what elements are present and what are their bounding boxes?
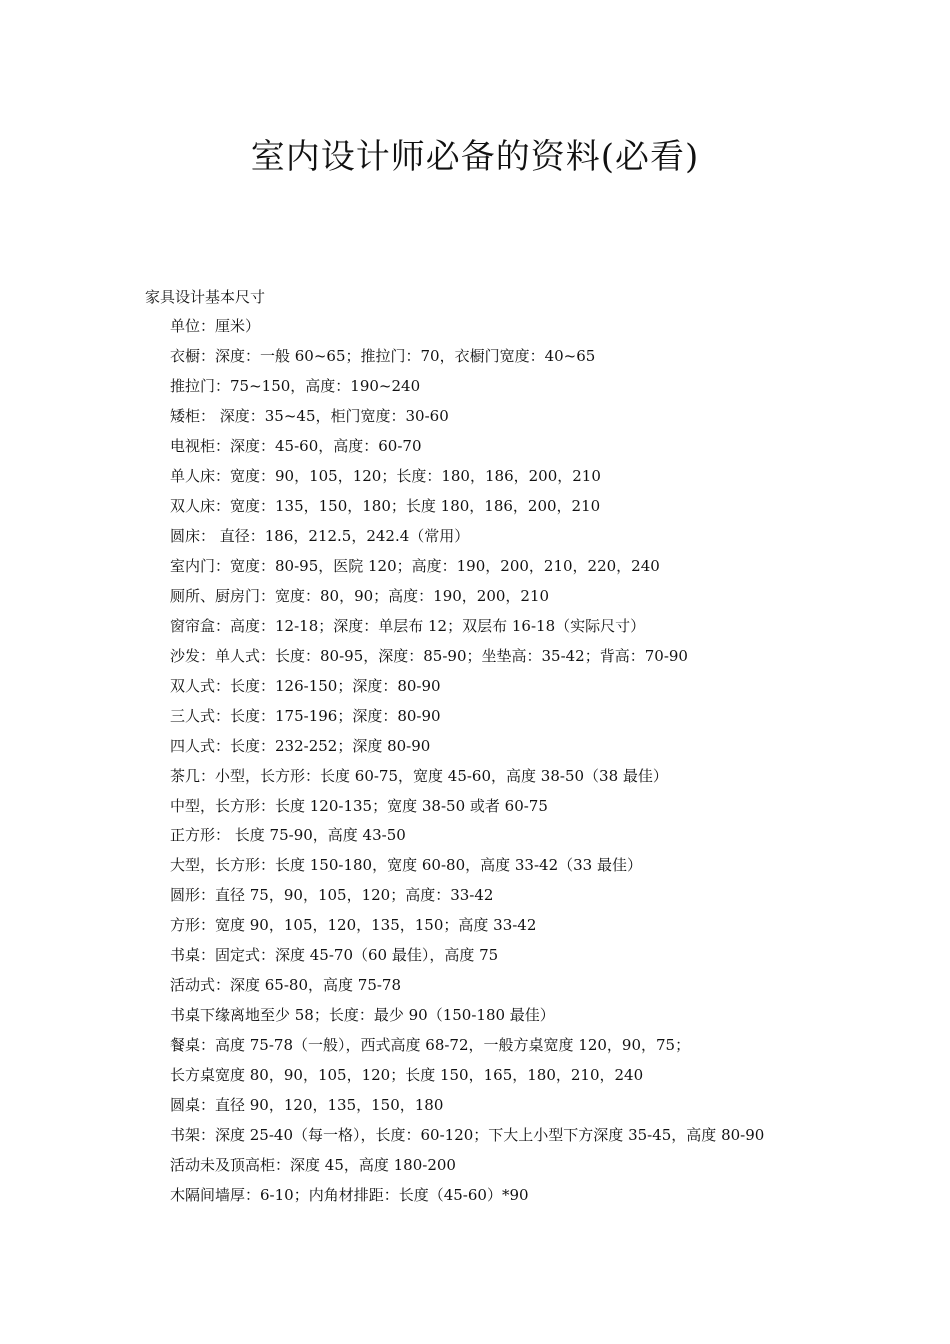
dimension-line: 书桌下缘离地至少 58；长度：最少 90（150-180 最佳） <box>170 1006 555 1025</box>
section-heading: 家具设计基本尺寸 <box>145 288 266 306</box>
dimension-line: 圆床： 直径：186，212.5，242.4（常用） <box>170 526 470 545</box>
dimension-list <box>170 312 930 1211</box>
page-title: 室内设计师必备的资料(必看) <box>250 137 700 177</box>
dimension-line: 窗帘盒：高度：12-18；深度：单层布 12；双层布 16-18（实际尺寸） <box>170 616 646 635</box>
dimension-line: 双人式：长度：126-150；深度：80-90 <box>170 676 441 695</box>
dimension-line: 四人式：长度：232-252；深度 80-90 <box>170 736 431 755</box>
dimension-line: 餐桌：高度 75-78（一般），西式高度 68-72，一般方桌宽度 120，90，75； <box>170 1036 691 1055</box>
dimension-line: 沙发：单人式：长度：80-95，深度：85-90；坐垫高：35-42；背高：70-90 <box>170 646 688 665</box>
dimension-line: 中型，长方形：长度 120-135；宽度 38-50 或者 60-75 <box>170 796 548 815</box>
dimension-line: 双人床：宽度：135，150，180；长度 180，186，200，210 <box>170 496 601 515</box>
dimension-line: 厕所、厨房门：宽度：80，90；高度：190，200，210 <box>170 586 550 605</box>
dimension-line: 衣橱：深度：一般 60~65；推拉门：70，衣橱门宽度：40~65 <box>170 346 596 365</box>
dimension-line: 室内门：宽度：80-95，医院 120；高度：190，200，210，220，240 <box>170 556 660 575</box>
dimension-line: 书桌：固定式：深度 45-70（60 最佳），高度 75 <box>170 946 499 965</box>
dimension-line: 方形：宽度 90，105，120，135，150；高度 33-42 <box>170 916 537 935</box>
dimension-line: 大型，长方形：长度 150-180，宽度 60-80，高度 33-42（33 最佳） <box>170 856 642 875</box>
dimension-line: 木隔间墙厚：6-10；内角材排距：长度（45-60）*90 <box>170 1186 529 1205</box>
dimension-line: 活动式：深度 65-80，高度 75-78 <box>170 976 402 995</box>
dimension-line: 推拉门：75~150，高度：190~240 <box>170 376 421 395</box>
dimension-line: 长方桌宽度 80，90，105，120；长度 150，165，180，210，240 <box>170 1066 644 1085</box>
dimension-line: 矮柜： 深度：35~45，柜门宽度：30-60 <box>170 406 449 425</box>
dimension-line: 茶几：小型，长方形：长度 60-75，宽度 45-60，高度 38-50（38 最佳） <box>170 766 668 785</box>
dimension-line: 圆形：直径 75，90，105，120；高度：33-42 <box>170 886 494 905</box>
dimension-line: 书架：深度 25-40（每一格），长度：60-120；下大上小型下方深度 35-45，高度 80-90 <box>170 1126 765 1145</box>
dimension-line: 三人式：长度：175-196；深度：80-90 <box>170 706 441 725</box>
dimension-line: 正方形： 长度 75-90，高度 43-50 <box>170 826 406 845</box>
dimension-line: 活动未及顶高柜：深度 45，高度 180-200 <box>170 1156 456 1175</box>
dimension-line: 单人床：宽度：90，105，120；长度：180，186，200，210 <box>170 466 601 485</box>
dimension-line: 单位：厘米） <box>170 317 261 335</box>
dimension-line: 圆桌：直径 90，120，135，150，180 <box>170 1096 444 1115</box>
dimension-line: 电视柜：深度：45-60，高度：60-70 <box>170 436 422 455</box>
